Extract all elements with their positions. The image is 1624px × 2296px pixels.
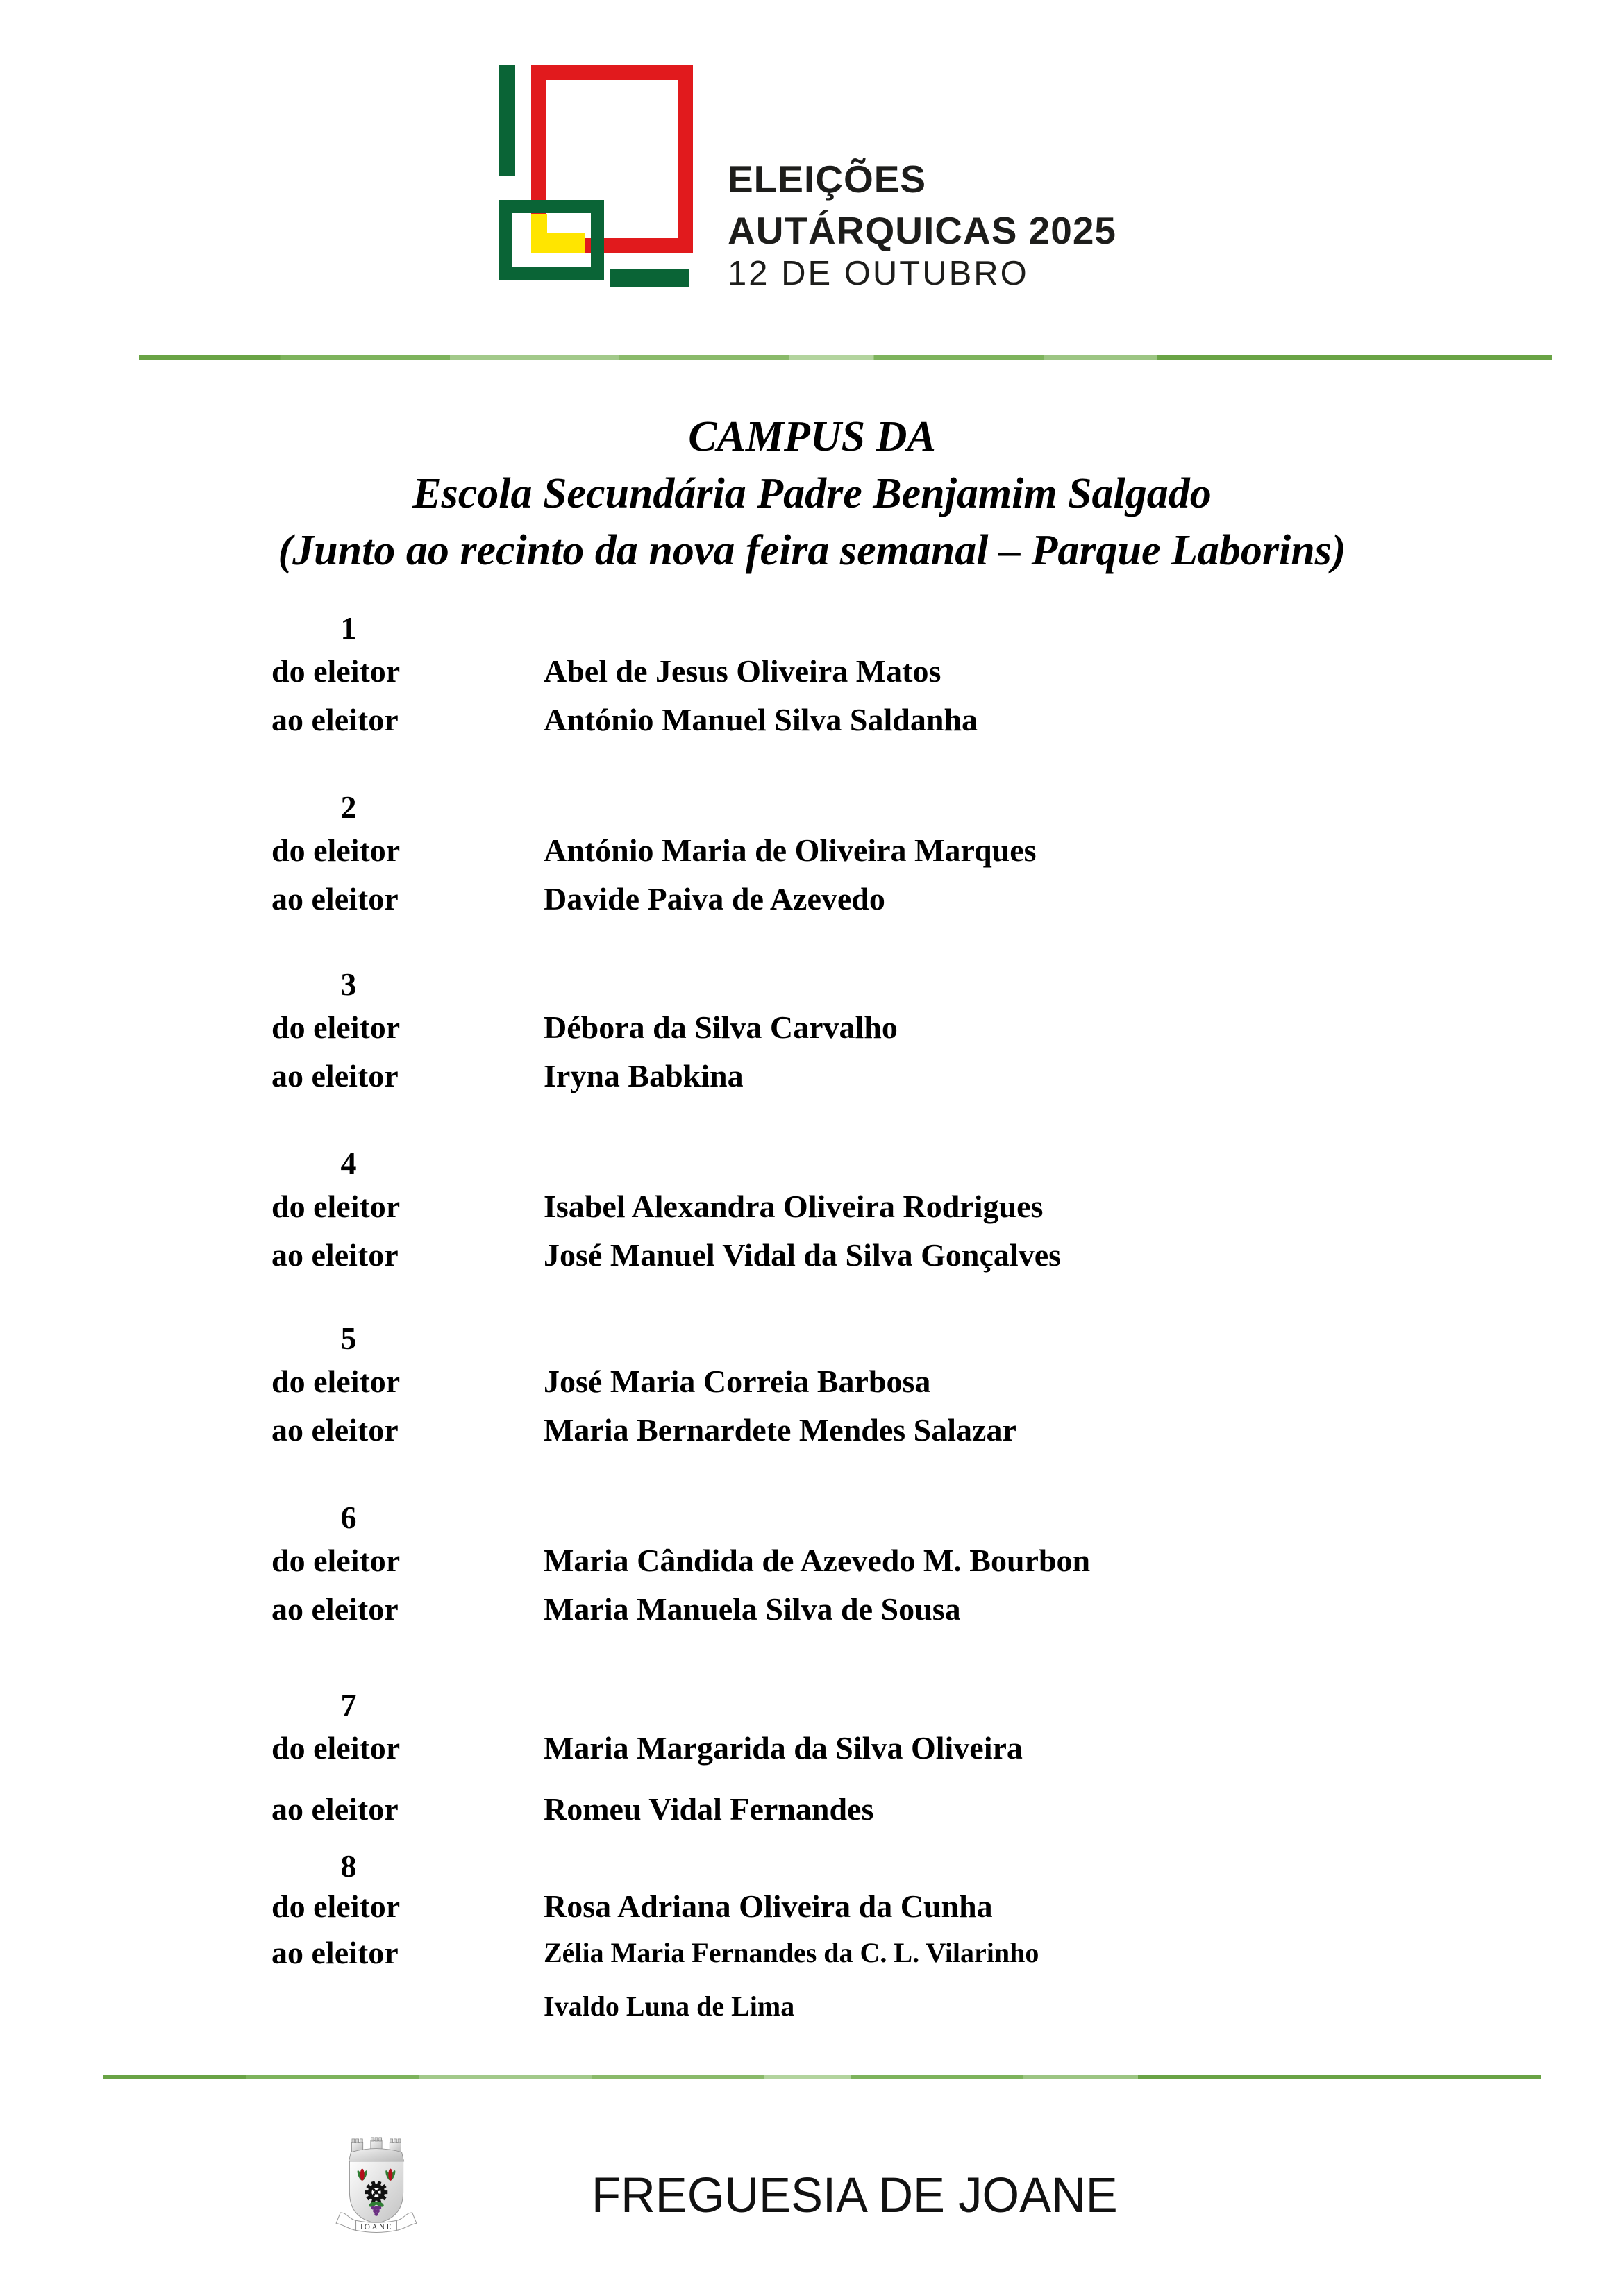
elector-name: Rosa Adriana Oliveira da Cunha	[544, 1888, 993, 1924]
joane-coat-of-arms	[330, 2133, 422, 2243]
entry-row	[0, 831, 1624, 870]
entry-row	[0, 1057, 1624, 1096]
row-label: do eleitor	[271, 1364, 401, 1399]
entry-row	[0, 1187, 1624, 1226]
entry-number: 3	[340, 966, 357, 1002]
crest-caption: JOANE	[359, 2222, 394, 2231]
entry-number: 7	[340, 1687, 357, 1723]
elector-name: Zélia Maria Fernandes da C. L. Vilarinho	[544, 1937, 1039, 1968]
location-note: (Junto ao recinto da nova feira semanal – Parque Laborins)	[278, 527, 1346, 574]
elector-name: José Maria Correia Barbosa	[544, 1364, 931, 1399]
elector-name: Maria Bernardete Mendes Salazar	[544, 1412, 1016, 1448]
row-label: ao eleitor	[271, 1412, 399, 1448]
campus-title: CAMPUS DA	[688, 413, 936, 460]
entry-row	[0, 1790, 1624, 1829]
elector-name: José Manuel Vidal da Silva Gonçalves	[544, 1237, 1062, 1273]
elector-name: António Manuel Silva Saldanha	[544, 702, 978, 737]
entry-row	[0, 1987, 1624, 2026]
entry-number: 6	[340, 1500, 357, 1535]
row-label: do eleitor	[271, 653, 401, 689]
gear-icon	[365, 2181, 387, 2203]
elector-name: António Maria de Oliveira Marques	[544, 832, 1037, 868]
entry-row	[0, 1008, 1624, 1047]
row-label: ao eleitor	[271, 1058, 399, 1093]
entry-row	[0, 1236, 1624, 1275]
elector-name: Maria Cândida de Azevedo M. Bourbon	[544, 1543, 1091, 1578]
elector-name: Maria Margarida da Silva Oliveira	[544, 1730, 1023, 1766]
entry-row	[0, 1887, 1624, 1926]
row-label: do eleitor	[271, 832, 401, 868]
entry-row	[0, 701, 1624, 739]
logo-title-line1: ELEIÇÕES	[728, 158, 927, 201]
row-label: ao eleitor	[271, 1237, 399, 1273]
entry-row	[0, 1362, 1624, 1401]
row-label: do eleitor	[271, 1009, 401, 1045]
elector-name: Romeu Vidal Fernandes	[544, 1791, 874, 1827]
entry-number: 4	[340, 1146, 357, 1181]
row-label: do eleitor	[271, 1888, 401, 1924]
row-label: ao eleitor	[271, 1591, 399, 1627]
row-label: ao eleitor	[271, 881, 399, 916]
entry-number: 1	[340, 610, 357, 646]
entry-row	[0, 1590, 1624, 1629]
entry-row	[0, 1411, 1624, 1450]
entry-number: 5	[340, 1321, 357, 1356]
row-label: do eleitor	[271, 1189, 401, 1224]
entry-number: 2	[340, 789, 357, 825]
entry-row	[0, 1729, 1624, 1768]
row-label: ao eleitor	[271, 1935, 399, 1970]
elector-name: Isabel Alexandra Oliveira Rodrigues	[544, 1189, 1044, 1224]
elector-name: Iryna Babkina	[544, 1058, 744, 1093]
elector-name: Maria Manuela Silva de Sousa	[544, 1591, 961, 1627]
organisation-name: FREGUESIA DE JOANE	[592, 2168, 1118, 2223]
row-label: do eleitor	[271, 1730, 401, 1766]
logo-title-line2: AUTÁRQUICAS 2025	[728, 209, 1117, 252]
elector-name: Ivaldo Luna de Lima	[544, 1991, 795, 2022]
entry-row	[0, 652, 1624, 691]
entry-row	[0, 880, 1624, 919]
entry-row	[0, 1934, 1624, 1972]
row-label: ao eleitor	[271, 1791, 399, 1827]
school-name: Escola Secundária Padre Benjamim Salgado	[412, 470, 1212, 517]
elector-name: Débora da Silva Carvalho	[544, 1009, 898, 1045]
bottom-separator-line	[103, 2075, 1541, 2079]
entry-number: 8	[340, 1848, 357, 1884]
mural-crown-icon	[349, 2138, 403, 2161]
logo-date-line: 12 DE OUTUBRO	[728, 255, 1029, 292]
entry-row	[0, 1541, 1624, 1580]
row-label: ao eleitor	[271, 702, 399, 737]
elector-name: Abel de Jesus Oliveira Matos	[544, 653, 941, 689]
elector-name: Davide Paiva de Azevedo	[544, 881, 885, 916]
row-label: do eleitor	[271, 1543, 401, 1578]
